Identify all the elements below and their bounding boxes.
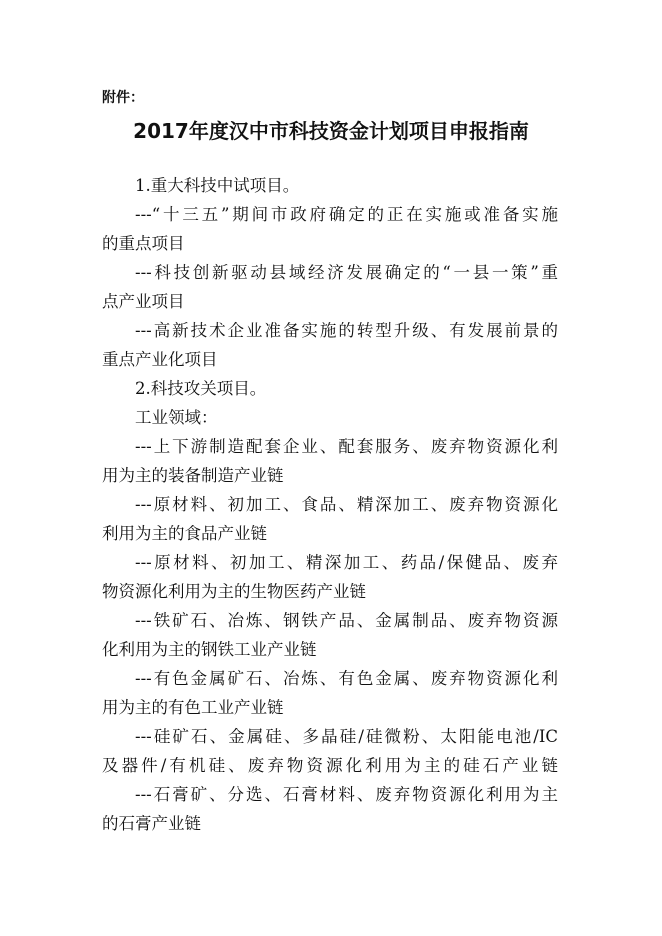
text-line: 用为主的装备制造产业链 <box>102 466 284 485</box>
text-line: ---石膏矿、分选、石膏材料、废弃物资源化利用为主 <box>135 785 558 804</box>
document-body <box>102 171 558 838</box>
text-line: 物资源化利用为主的生物医药产业链 <box>102 582 366 601</box>
text-line: ---上下游制造配套企业、配套服务、废弃物资源化利 <box>135 437 558 456</box>
text-line: 的重点项目 <box>102 234 185 253</box>
text-line: ---高新技术企业准备实施的转型升级、有发展前景的 <box>135 321 558 340</box>
text-line: 工业领域： <box>135 408 218 427</box>
text-line: 及器件/有机硅、废弃物资源化利用为主的硅石产业链 <box>102 756 558 775</box>
attachment-label: 附件： <box>102 90 144 106</box>
text-line: 的石膏产业链 <box>102 814 201 833</box>
text-line: ---原材料、初加工、食品、精深加工、废弃物资源化 <box>135 495 558 514</box>
text-line: 用为主的有色工业产业链 <box>102 698 284 717</box>
text-line: 化利用为主的钢铁工业产业链 <box>102 640 317 659</box>
text-line: 1.重大科技中试项目。 <box>135 176 300 195</box>
text-line: ---科技创新驱动县域经济发展确定的“一县一策”重 <box>135 263 558 282</box>
text-line: ---原材料、初加工、精深加工、药品/保健品、废弃 <box>135 553 558 572</box>
text-line: 重点产业化项目 <box>102 350 218 369</box>
document-title: 2017年度汉中市科技资金计划项目申报指南 <box>133 119 529 143</box>
text-line: ---有色金属矿石、冶炼、有色金属、废弃物资源化利 <box>135 669 558 688</box>
text-line: ---“十三五”期间市政府确定的正在实施或准备实施 <box>135 205 558 224</box>
text-line: ---硅矿石、金属硅、多晶硅/硅微粉、太阳能电池/IC <box>135 727 558 746</box>
text-line: ---铁矿石、冶炼、钢铁产品、金属制品、废弃物资源 <box>135 611 558 630</box>
text-line: 利用为主的食品产业链 <box>102 524 267 543</box>
text-line: 2.科技攻关项目。 <box>135 379 267 398</box>
text-line: 点产业项目 <box>102 292 185 311</box>
